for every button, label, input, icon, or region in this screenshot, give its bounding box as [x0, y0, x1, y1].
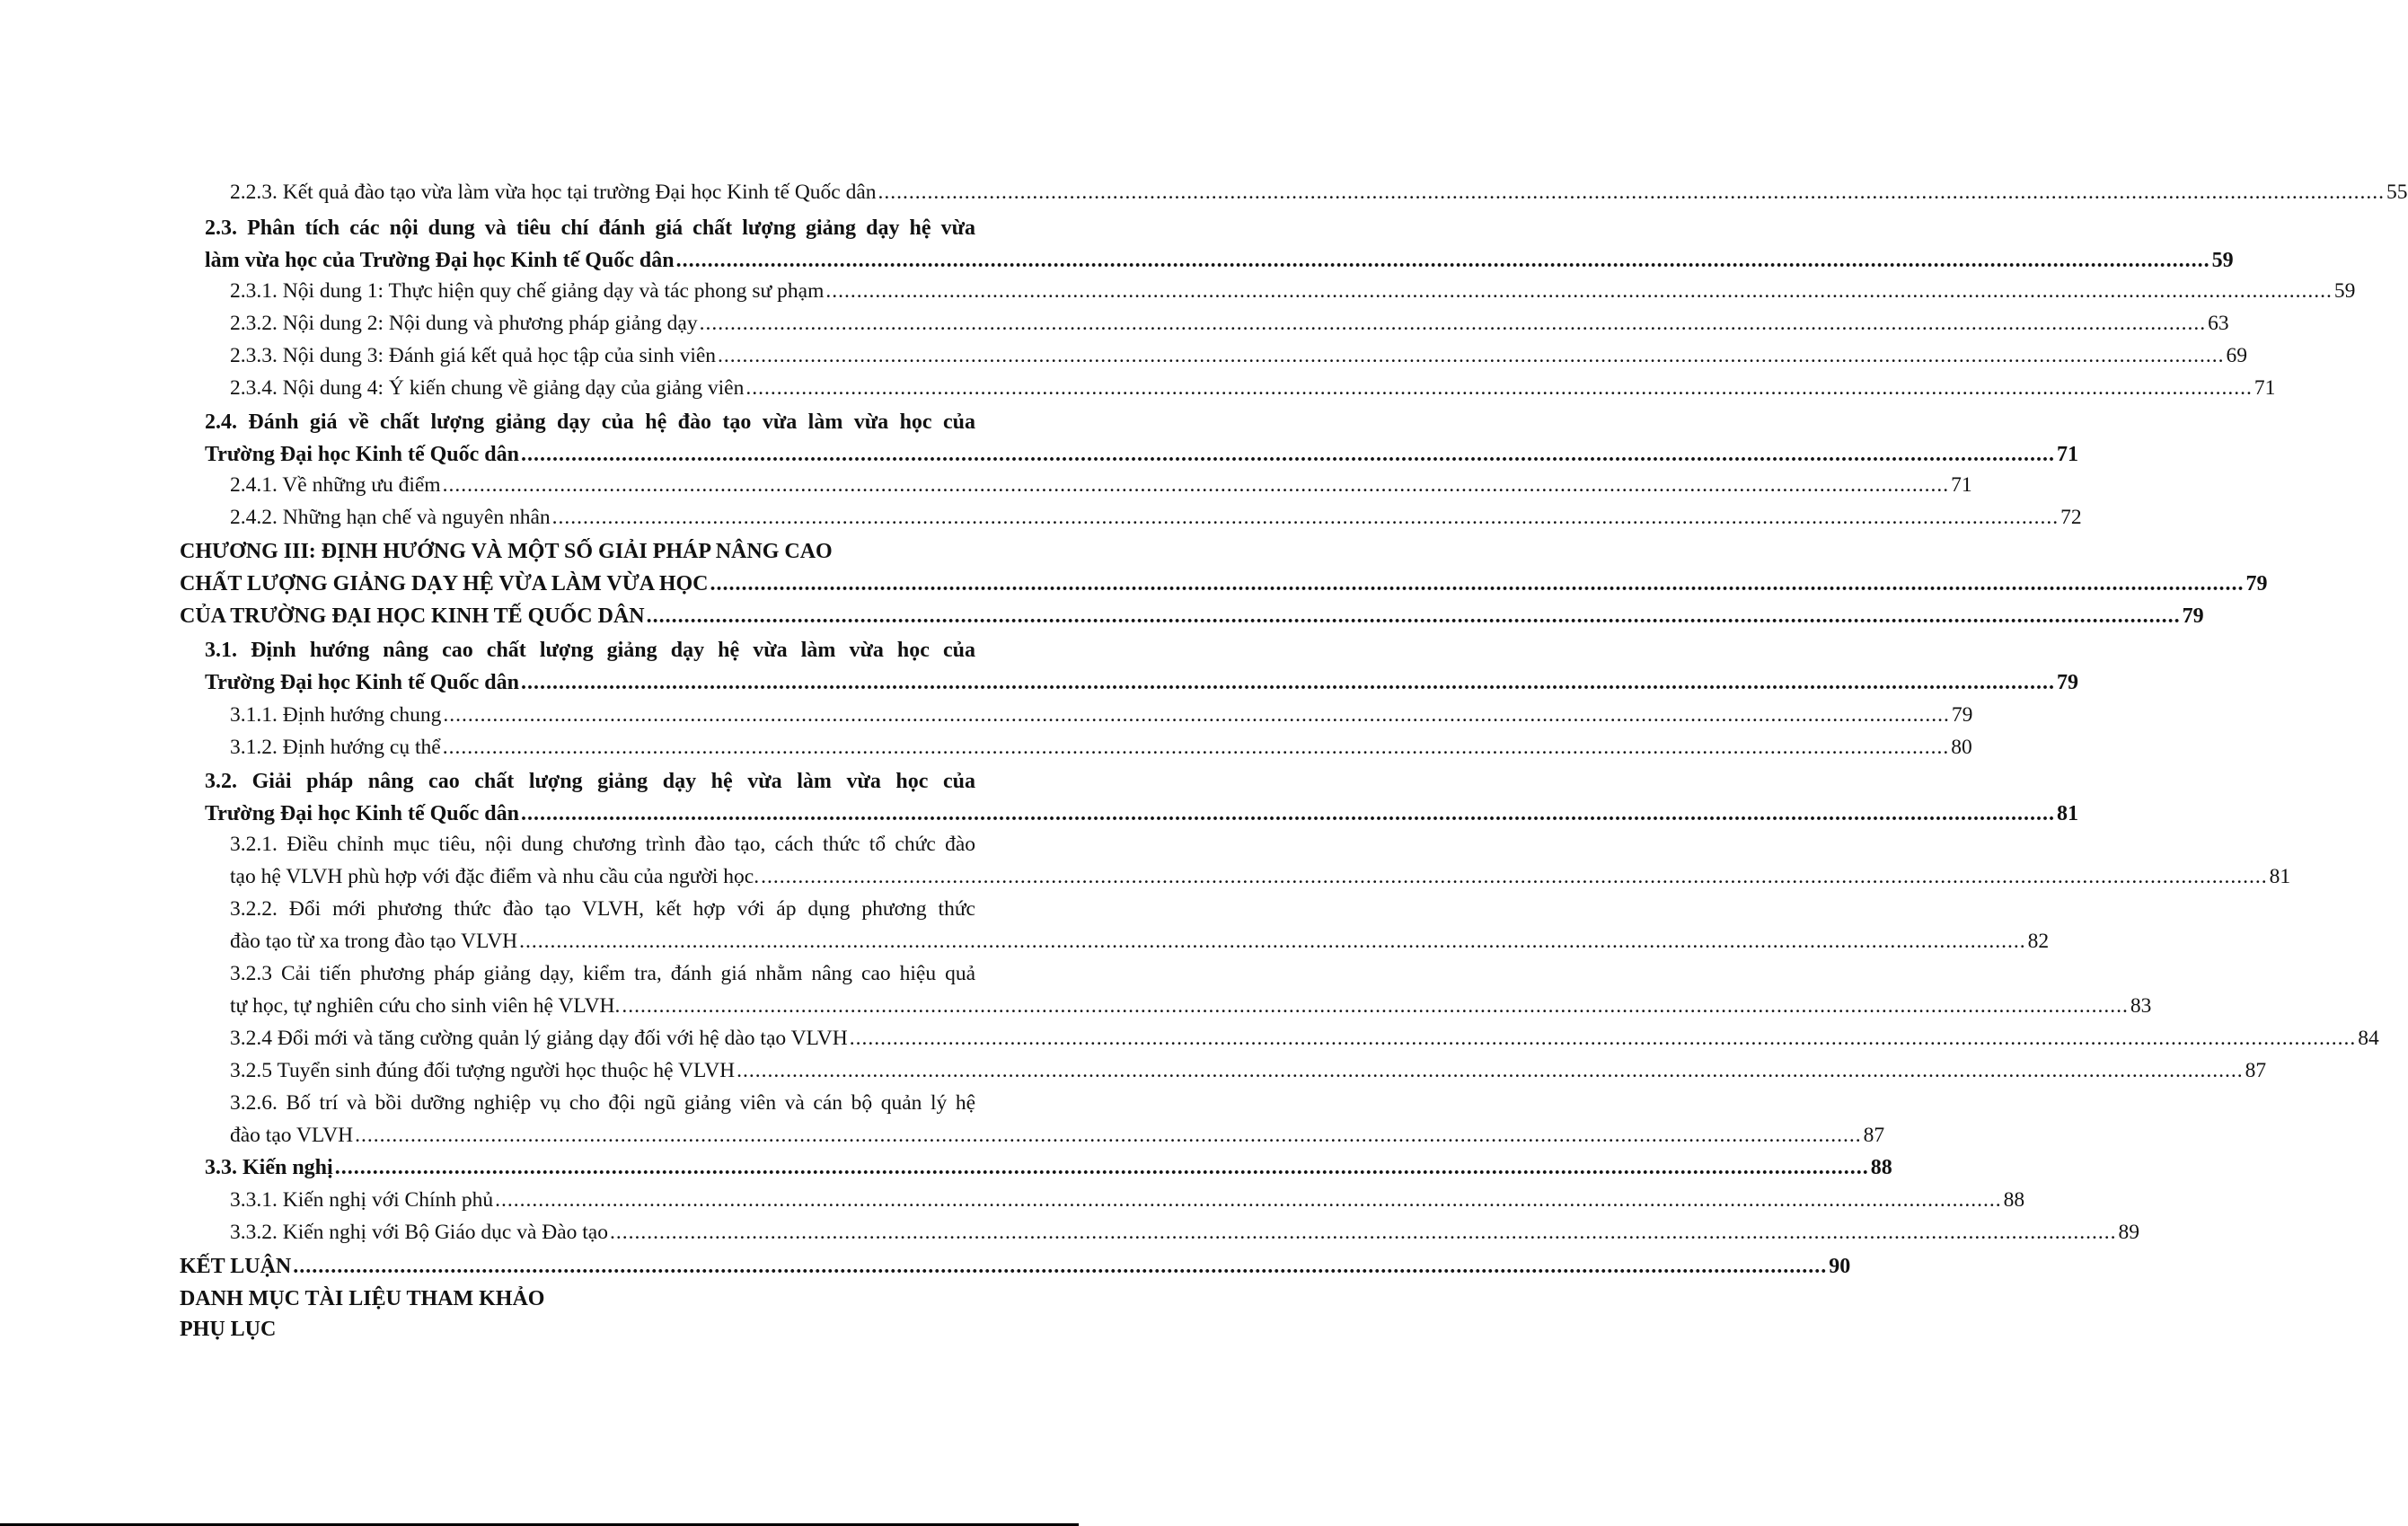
toc-entry: [230, 990, 2152, 1022]
dot-leader: ....................................................................................................................................................................................................................................................: [849, 1027, 2357, 1050]
toc-entry-title: 2.3.4. Nội dung 4: Ý kiến chung về giảng dạy của giảng viên: [230, 376, 745, 400]
toc-page-number: 80: [1951, 736, 1972, 759]
toc-entry: [230, 699, 1973, 731]
toc-entry-title: 3.1.2. Định hướng cụ thể: [230, 736, 441, 759]
toc-entry-title: 2.4.2. Những hạn chế và nguyên nhân: [230, 506, 551, 529]
toc-entry: [205, 244, 2234, 277]
toc-entry: [230, 501, 2082, 534]
toc-entry-line: 2.3. Phân tích các nội dung và tiêu chí đánh giá chất lượng giảng dạy hệ vừa: [205, 216, 975, 240]
toc-entry-line: 3.2.2. Đổi mới phương thức đào tạo VLVH, kết hợp với áp dụng phương thức: [230, 897, 975, 921]
toc-entry-title: 3.1.1. Định hướng chung: [230, 703, 442, 727]
toc-page-number: 79: [2245, 572, 2268, 595]
toc-entry: [180, 600, 2204, 632]
toc-page-number: 79: [2056, 671, 2078, 694]
toc-entry: [230, 1216, 2139, 1248]
dot-leader: ....................................................................................................................................................................................................................................................: [520, 671, 2055, 694]
toc-page-number: 71: [2254, 376, 2276, 400]
toc-page-number: 90: [1829, 1255, 1851, 1278]
toc-entry: [230, 275, 2356, 307]
toc-entry-line: 3.2.1. Điều chỉnh mục tiêu, nội dung chương trình đào tạo, cách thức tổ chức đào: [230, 833, 975, 856]
chapter-heading-line: CHƯƠNG III: ĐỊNH HƯỚNG VÀ MỘT SỐ GIẢI PHÁP NÂNG CAO: [180, 540, 833, 563]
toc-entry: [230, 1119, 1885, 1151]
dot-leader: ....................................................................................................................................................................................................................................................: [761, 865, 2268, 888]
toc-entry: [205, 1151, 1892, 1184]
dot-leader: ....................................................................................................................................................................................................................................................: [646, 604, 2181, 628]
toc-entry-title: 3.2.4 Đổi mới và tăng cường quản lý giảng dạy đối với hệ dào tạo VLVH: [230, 1027, 848, 1050]
toc-entry: [230, 340, 2248, 372]
toc-page-number: 89: [2118, 1221, 2139, 1244]
toc-page-number: 88: [1870, 1156, 1892, 1179]
dot-leader: ....................................................................................................................................................................................................................................................: [551, 506, 2060, 529]
dot-leader: ....................................................................................................................................................................................................................................................: [825, 279, 2333, 303]
toc-entry-title: Trường Đại học Kinh tế Quốc dân: [205, 443, 519, 466]
dot-leader: ....................................................................................................................................................................................................................................................: [878, 181, 2386, 204]
dot-leader: ....................................................................................................................................................................................................................................................: [610, 1221, 2117, 1244]
toc-entry: [230, 1184, 2025, 1216]
toc-entry-title: 2.4.1. Về những ưu điểm: [230, 473, 441, 497]
toc-entry-title: tự học, tự nghiên cứu cho sinh viên hệ VLVH.: [230, 994, 621, 1018]
toc-entry: [205, 666, 2078, 699]
dot-leader: ....................................................................................................................................................................................................................................................: [745, 376, 2253, 400]
toc-entry-title: Trường Đại học Kinh tế Quốc dân: [205, 802, 519, 825]
toc-page-number: 82: [2027, 930, 2050, 953]
toc-page-number: 83: [2130, 994, 2152, 1018]
toc-entry: [180, 1250, 1851, 1283]
toc-page-number: 69: [2226, 344, 2248, 367]
dot-leader: ....................................................................................................................................................................................................................................................: [334, 1156, 1869, 1179]
toc-entry-title: 2.3.3. Nội dung 3: Đánh giá kết quả học tập của sinh viên: [230, 344, 717, 367]
toc-entry-title: 2.2.3. Kết quả đào tạo vừa làm vừa học tại trường Đại học Kinh tế Quốc dân: [230, 181, 877, 204]
toc-entry: [230, 1022, 2379, 1054]
dot-leader: ....................................................................................................................................................................................................................................................: [675, 249, 2210, 272]
toc-entry-title: 2.3.1. Nội dung 1: Thực hiện quy chế giảng dạy và tác phong sư phạm: [230, 279, 825, 303]
toc-entry-title: đào tạo VLVH: [230, 1124, 354, 1147]
toc-entry: [230, 731, 1972, 763]
toc-entry: [205, 798, 2078, 830]
dot-leader: ....................................................................................................................................................................................................................................................: [293, 1255, 1828, 1278]
toc-page-number: 71: [2056, 443, 2078, 466]
toc-entry-title: CỦA TRƯỜNG ĐẠI HỌC KINH TẾ QUỐC DÂN: [180, 604, 645, 628]
dot-leader: ....................................................................................................................................................................................................................................................: [355, 1124, 1862, 1147]
toc-entry: [205, 438, 2078, 471]
toc-entry-references: DANH MỤC TÀI LIỆU THAM KHẢO: [180, 1287, 545, 1310]
toc-page-number: 87: [1863, 1124, 1885, 1147]
dot-leader: ....................................................................................................................................................................................................................................................: [718, 344, 2225, 367]
toc-entry-title: làm vừa học của Trường Đại học Kinh tế Quốc dân: [205, 249, 675, 272]
toc-entry-title: 3.3. Kiến nghị: [205, 1156, 333, 1179]
toc-page-number: 87: [2245, 1059, 2267, 1082]
toc-entry: [230, 469, 1972, 501]
toc-entry-title: đào tạo từ xa trong đào tạo VLVH: [230, 930, 518, 953]
dot-leader: ....................................................................................................................................................................................................................................................: [699, 312, 2207, 335]
toc-page-number: 55: [2386, 181, 2408, 204]
dot-leader: ....................................................................................................................................................................................................................................................: [520, 802, 2055, 825]
toc-entry-line: 2.4. Đánh giá về chất lượng giảng dạy của hệ đào tạo vừa làm vừa học của: [205, 410, 975, 434]
toc-page-number: 88: [2003, 1188, 2025, 1212]
dot-leader: ....................................................................................................................................................................................................................................................: [622, 994, 2129, 1018]
toc-page-number: 59: [2333, 279, 2356, 303]
toc-entry-title: CHẤT LƯỢNG GIẢNG DẠY HỆ VỪA LÀM VỪA HỌC: [180, 572, 709, 595]
toc-entry: [230, 307, 2229, 340]
dot-leader: ....................................................................................................................................................................................................................................................: [519, 930, 2026, 953]
toc-page-number: 79: [1951, 703, 1973, 727]
dot-leader: ....................................................................................................................................................................................................................................................: [443, 703, 1950, 727]
toc-entry-title: KẾT LUẬN: [180, 1255, 292, 1278]
toc-entry: [230, 860, 2291, 893]
toc-entry-line: 3.2.6. Bố trí và bồi dưỡng nghiệp vụ cho đội ngũ giảng viên và cán bộ quản lý hệ: [230, 1091, 975, 1115]
toc-page-number: 81: [2056, 802, 2078, 825]
dot-leader: ....................................................................................................................................................................................................................................................: [442, 473, 1950, 497]
dot-leader: ....................................................................................................................................................................................................................................................: [520, 443, 2055, 466]
toc-entry: [230, 176, 2408, 208]
toc-entry-line: 3.1. Định hướng nâng cao chất lượng giảng dạy hệ vừa làm vừa học của: [205, 639, 975, 662]
toc-entry-line: 3.2.3 Cải tiến phương pháp giảng dạy, kiểm tra, đánh giá nhằm nâng cao hiệu quả: [230, 962, 975, 985]
toc-entry: [230, 372, 2276, 404]
toc-page-number: 63: [2208, 312, 2229, 335]
toc-page-number: 72: [2060, 506, 2082, 529]
toc-page-number: 79: [2182, 604, 2204, 628]
toc-page-number: 59: [2211, 249, 2234, 272]
toc-entry: [180, 568, 2268, 600]
toc-entry-title: tạo hệ VLVH phù hợp với đặc điểm và nhu cầu của người học.: [230, 865, 760, 888]
toc-page-number: 81: [2269, 865, 2291, 888]
dot-leader: ....................................................................................................................................................................................................................................................: [710, 572, 2245, 595]
toc-entry-line: 3.2. Giải pháp nâng cao chất lượng giảng dạy hệ vừa làm vừa học của: [205, 770, 975, 793]
toc-entry: [230, 925, 2050, 957]
dot-leader: ....................................................................................................................................................................................................................................................: [737, 1059, 2244, 1082]
toc-entry: [230, 1054, 2267, 1087]
toc-page-number: 71: [1951, 473, 1972, 497]
toc-entry-title: 3.2.5 Tuyển sinh đúng đối tượng người học thuộc hệ VLVH: [230, 1059, 736, 1082]
toc-entry-appendix: PHỤ LỤC: [180, 1318, 277, 1341]
toc-entry-title: 2.3.2. Nội dung 2: Nội dung và phương pháp giảng dạy: [230, 312, 698, 335]
toc-entry-title: 3.3.2. Kiến nghị với Bộ Giáo dục và Đào tạo: [230, 1221, 608, 1244]
toc-entry-title: 3.3.1. Kiến nghị với Chính phủ: [230, 1188, 494, 1212]
dot-leader: ....................................................................................................................................................................................................................................................: [442, 736, 1950, 759]
toc-entry-title: Trường Đại học Kinh tế Quốc dân: [205, 671, 519, 694]
dot-leader: ....................................................................................................................................................................................................................................................: [495, 1188, 2002, 1212]
toc-page-number: 84: [2358, 1027, 2379, 1050]
